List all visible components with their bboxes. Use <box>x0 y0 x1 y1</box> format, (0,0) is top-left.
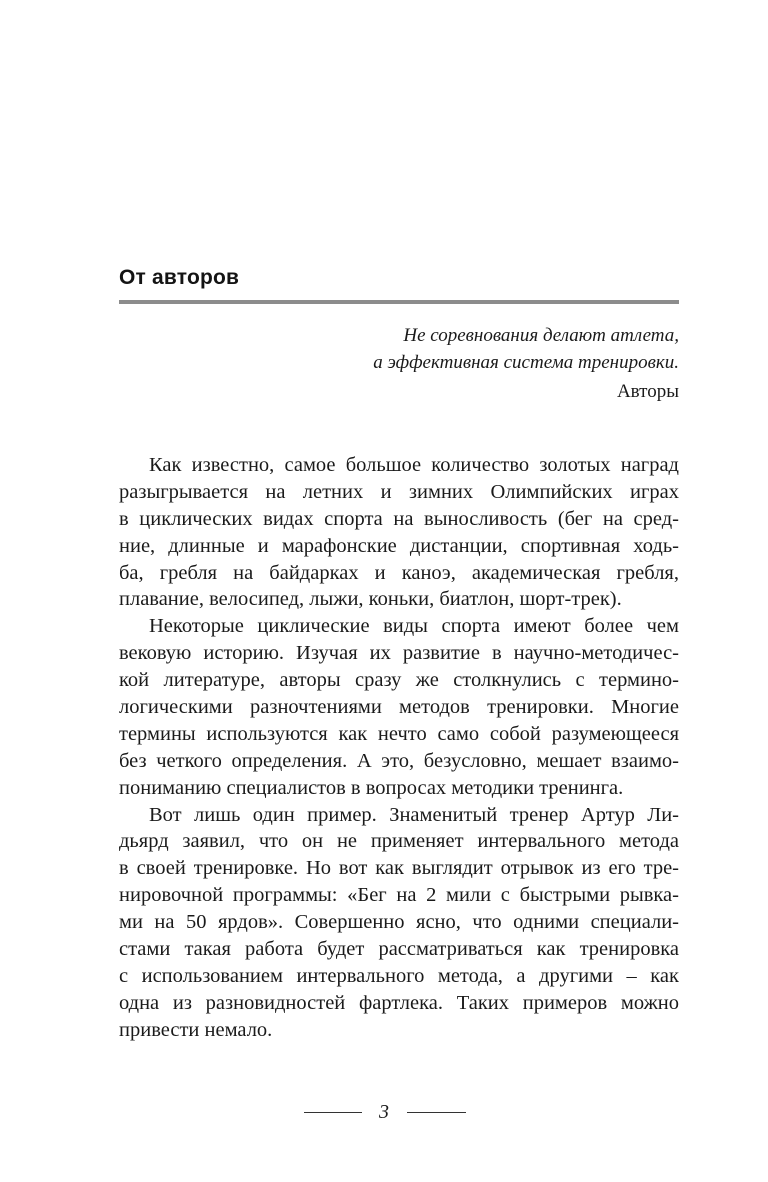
body-text <box>119 452 679 1044</box>
paragraph-2-line: без четкого определения. А это, безусловно, мешает взаимо- <box>119 749 679 772</box>
paragraph-3-line: дьярд заявил, что он не применяет интервального метода <box>119 830 679 853</box>
paragraph-3-line: нировочной программы: «Бег на 2 мили с быстрыми рывка- <box>119 884 679 907</box>
paragraph-1-line: ба, гребля на байдарках и каноэ, академическая гребля, <box>119 561 679 584</box>
page-number: 3 <box>379 1101 389 1123</box>
paragraph-2-line: термины используются как нечто само собой разумеющееся <box>119 722 679 745</box>
paragraph-2-line: логическими разночтениями методов тренировки. Многие <box>119 696 679 719</box>
footer-rule-left <box>304 1112 362 1113</box>
paragraph-1-line: разыгрывается на летних и зимних Олимпийских играх <box>119 480 679 503</box>
paragraph-1-line: в циклических видах спорта на выносливость (бег на сред- <box>119 507 679 530</box>
page-footer <box>0 1098 768 1128</box>
paragraph-3-line: Вот лишь один пример. Знаменитый тренер Артур Ли- <box>149 803 679 826</box>
footer-rule-right <box>407 1112 466 1113</box>
heading-underline-rule <box>119 300 679 304</box>
paragraph-3-line: в своей тренировке. Но вот как выглядит отрывок из его тре- <box>119 857 679 880</box>
paragraph-1-line: плавание, велосипед, лыжи, коньки, биатлон, шорт-трек). <box>119 588 622 611</box>
paragraph-3-line: одна из разновидностей фартлека. Таких примеров можно <box>119 991 679 1014</box>
paragraph-1-line: ние, длинные и марафонские дистанции, спортивная ходь- <box>119 534 679 557</box>
section-heading: От авторов <box>119 266 240 289</box>
epigraph-line: а эффективная система тренировки. <box>373 352 679 373</box>
paragraph-3-line: ми на 50 ярдов». Совершенно ясно, что одними специали- <box>119 911 679 934</box>
paragraph-3-line: привести немало. <box>119 1018 273 1041</box>
paragraph-2-line: Некоторые циклические виды спорта имеют более чем <box>149 615 679 638</box>
epigraph <box>259 322 679 405</box>
paragraph-2-line: пониманию специалистов в вопросах методики тренинга. <box>119 776 624 799</box>
epigraph-line: Не соревнования делают атлета, <box>403 325 679 346</box>
paragraph-3-line: с использованием интервального метода, а другими – как <box>119 964 679 987</box>
epigraph-author: Авторы <box>616 381 679 402</box>
paragraph-2-line: кой литературе, авторы сразу же столкнулись с термино- <box>119 669 679 692</box>
paragraph-2-line: вековую историю. Изучая их развитие в научно-методичес- <box>119 642 679 665</box>
paragraph-1-line: Как известно, самое большое количество золотых наград <box>149 454 679 476</box>
paragraph-3-line: стами такая работа будет рассматриваться как тренировка <box>119 938 679 961</box>
